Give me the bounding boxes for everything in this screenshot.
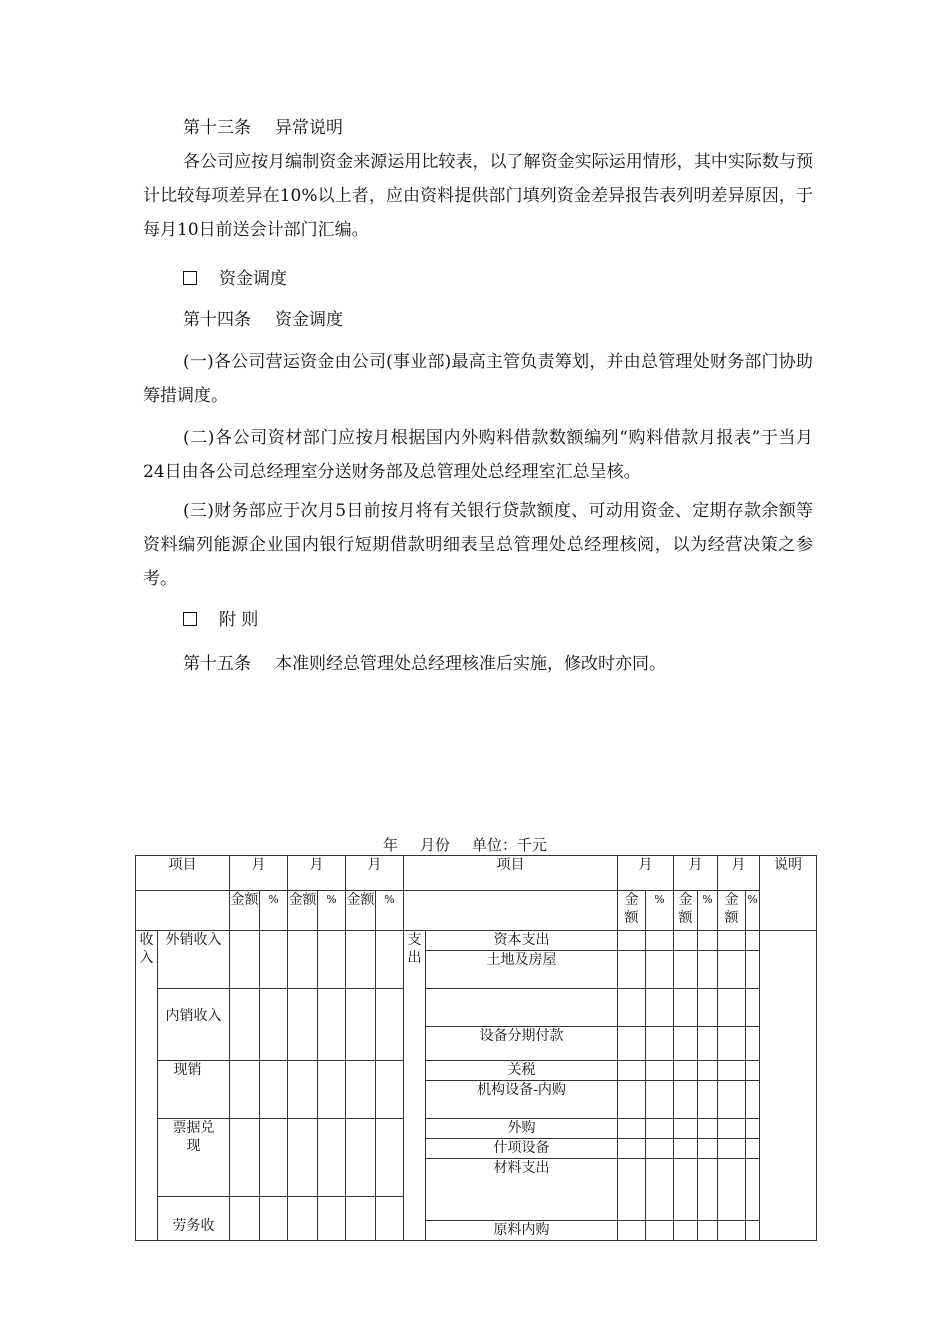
expense-item: 土地及房屋: [426, 951, 618, 989]
article-15-body: 本准则经总管理处总经理核准后实施，修改时亦同。: [275, 654, 666, 674]
article-14-item-2: (二)各公司资材部门应按月根据国内外购料借款数额编列“购料借款月报表”于当月24日由各公司总经理室分送财务部及总管理处总经理室汇总呈核。: [143, 428, 813, 482]
income-item: 劳务收: [158, 1197, 230, 1241]
percent-header: %: [646, 891, 674, 931]
article-14-title: 第十四条: [183, 310, 251, 330]
caption-month: 月份: [420, 836, 451, 854]
expense-item: 材料支出: [426, 1159, 618, 1221]
table-row: [136, 1119, 817, 1139]
expense-item: 机构设备-内购: [426, 1081, 618, 1119]
amount-header: 金额: [618, 891, 646, 931]
article-13-title: 第十三条: [183, 118, 251, 138]
percent-header: %: [698, 891, 718, 931]
month-header: 月: [618, 856, 674, 891]
article-14-item-3: (三)财务部应于次月5日前按月将有关银行贷款额度、可动用资金、定期存款余额等资料编列能源企业国内银行短期借款明细表呈总管理处总经理核阅，以为经营决策之参考。: [143, 501, 813, 589]
expense-item: 什项设备: [426, 1139, 618, 1159]
article-15-title: 第十五条: [183, 654, 251, 674]
article-13-body: 各公司应按月编制资金来源运用比较表，以了解资金实际运用情形，其中实际数与预计比较每项差异在10%以上者，应由资料提供部门填列资金差异报告表列明差异原因，于每月10日前送会计部门汇编。: [143, 152, 813, 240]
percent-header: %: [318, 891, 346, 931]
expense-item: 关税: [426, 1061, 618, 1081]
table-caption: [383, 835, 547, 855]
amount-header: 金额: [230, 891, 260, 931]
amount-header: 金额: [674, 891, 698, 931]
article-14-item-1: (一)各公司营运资金由公司(事业部)最高主管负责筹划，并由总管理处财务部门协助筹措调度。: [143, 352, 813, 406]
header-blank: [136, 891, 230, 931]
month-header: 月: [718, 856, 760, 891]
income-item: 票据兑现: [158, 1119, 230, 1197]
month-header: 月: [346, 856, 404, 891]
expense-item: 设备分期付款: [426, 1027, 618, 1061]
amount-header: 金额: [346, 891, 376, 931]
percent-header: %: [746, 891, 760, 931]
income-item: 外销收入: [158, 931, 230, 989]
header-row-units: [136, 891, 817, 931]
article-14-heading: [183, 303, 343, 337]
article-14-subtitle: 资金调度: [275, 310, 343, 330]
header-row-months: [136, 856, 817, 891]
table-row: [136, 1061, 817, 1081]
percent-header: %: [260, 891, 288, 931]
cash-flow-table: [135, 855, 817, 1241]
header-blank: [404, 891, 618, 931]
checkbox-square-icon: [183, 271, 197, 285]
section-appendix-heading: [183, 603, 258, 637]
note-header: 说明: [760, 856, 817, 931]
amount-header: 金额: [718, 891, 746, 931]
table-row: [136, 989, 817, 1014]
note-cell: [760, 931, 817, 1241]
income-item: 现销: [158, 1061, 230, 1119]
section-funds-label: 资金调度: [219, 269, 287, 289]
section-appendix-label: 附 则: [219, 610, 259, 630]
amount-header: 金额: [288, 891, 318, 931]
month-header: 月: [674, 856, 718, 891]
expense-item-header: 项目: [404, 856, 618, 891]
expense-item: 原料内购: [426, 1221, 618, 1241]
caption-unit: 单位：千元: [472, 836, 548, 854]
month-header: 月: [230, 856, 288, 891]
expense-category: 支出: [404, 931, 426, 1241]
month-header: 月: [288, 856, 346, 891]
article-13-subtitle: 异常说明: [275, 118, 343, 138]
article-15: [183, 647, 666, 681]
expense-item: 资本支出: [426, 931, 618, 951]
income-item-header: 项目: [136, 856, 230, 891]
caption-year: 年: [383, 836, 399, 854]
expense-item: 外购: [426, 1119, 618, 1139]
income-item: 内销收入: [158, 989, 230, 1061]
percent-header: %: [376, 891, 404, 931]
article-13-heading: [183, 111, 343, 145]
table-row: [136, 931, 817, 951]
section-funds-heading: [183, 262, 287, 296]
checkbox-square-icon: [183, 612, 197, 626]
income-category: 收入: [136, 931, 158, 1241]
